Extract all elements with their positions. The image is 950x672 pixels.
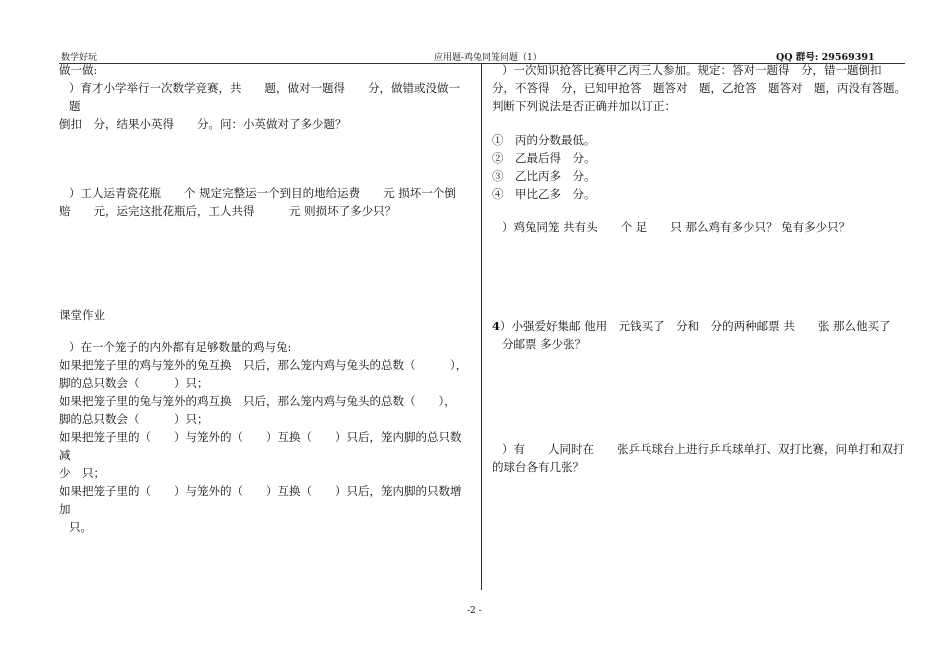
question-line: 如果把笼子里的（ ）与笼外的（ ）互换（ ）只后，笼内脚的只数增加 — [59, 484, 462, 516]
judgement-item: ② 乙最后得 分。 — [492, 151, 596, 165]
exercise-heading: 做一做: — [59, 63, 98, 77]
homework-title: 课堂作业 — [59, 308, 105, 322]
page-number: -2 - — [467, 606, 482, 616]
question-line: ）一次知识抢答比赛甲乙丙三人参加。规定：答对一题得 分，错一题倒扣 — [502, 63, 882, 77]
question-line: 如果把笼子里的鸡与笼外的兔互换 只后，那么笼内鸡与兔头的总数（ ）， — [59, 358, 468, 372]
header-title: 应用题-鸡兔同笼问题（1） — [434, 53, 542, 63]
right-question-2 — [492, 218, 908, 236]
question-line: 倒扣 分，结果小英得 分。问：小英做对了多少题？ — [59, 117, 347, 131]
question-number: 4 — [492, 319, 501, 333]
left-question-1 — [59, 79, 471, 133]
question-intro: ）在一个笼子的内外都有足够数量的鸡与兔: — [69, 340, 292, 354]
question-line: 脚的总只数会（ ）只； — [59, 376, 209, 390]
question-line: 只。 — [69, 520, 92, 534]
judgement-item: ① 丙的分数最低。 — [492, 133, 596, 147]
header-left-text: 数学好玩 — [61, 53, 98, 63]
column-divider — [481, 64, 482, 590]
exercise-heading-block — [59, 61, 471, 79]
question-line: 如果把笼子里的兔与笼外的鸡互换 只后，那么笼内鸡与兔头的总数（ ）， — [59, 394, 456, 408]
question-line: 少 只； — [59, 466, 105, 480]
question-line: 如果把笼子里的（ ）与笼外的（ ）互换（ ）只后，笼内脚的总只数减 — [59, 430, 462, 462]
question-line: 分邮票 多少张？ — [502, 337, 587, 351]
left-question-3 — [59, 338, 471, 536]
question-line: 分，不答得 分，已知甲抢答 题答对 题，乙抢答 题答对 题，丙没有答题。 — [492, 81, 906, 95]
question-line: ）工人运青瓷花瓶 个 规定完整运一个到目的地给运费 元 损坏一个倒 — [69, 186, 456, 200]
question-line: 赔 元，运完这批花瓶后，工人共得 元 则损坏了多少只？ — [59, 204, 397, 218]
homework-title-block — [59, 306, 471, 324]
question-line: ）小强爱好集邮 他用 元钱买了 分和 分的两种邮票 共 张 那么他买了 — [500, 319, 891, 333]
question-line: 判断下列说法是否正确并加以订正： — [492, 99, 676, 113]
question-line: ）有 人同时在 张乒乓球台上进行乒乓球单打、双打比赛，问单打和双打 — [502, 442, 905, 456]
right-question-4 — [492, 317, 908, 353]
right-question-1 — [492, 61, 908, 115]
question-line: 脚的总只数会（ ）只； — [59, 412, 209, 426]
left-question-2 — [59, 184, 471, 220]
judgement-item: ③ 乙比丙多 分。 — [492, 169, 596, 183]
right-question-5 — [492, 440, 908, 476]
header-qq-group: QQ 群号: 29569391 — [776, 52, 875, 63]
question-line: 的球台各有几张？ — [492, 460, 584, 474]
judgement-item: ④ 甲比乙多 分。 — [492, 187, 596, 201]
question-line: ）育才小学举行一次数学竞赛，共 题，做对一题得 分，做错或没做一题 — [69, 81, 460, 113]
question-line: ）鸡兔同笼 共有头 个 足 只 那么鸡有多少只？ 兔有多少只？ — [502, 220, 851, 234]
judgement-list — [492, 131, 908, 203]
